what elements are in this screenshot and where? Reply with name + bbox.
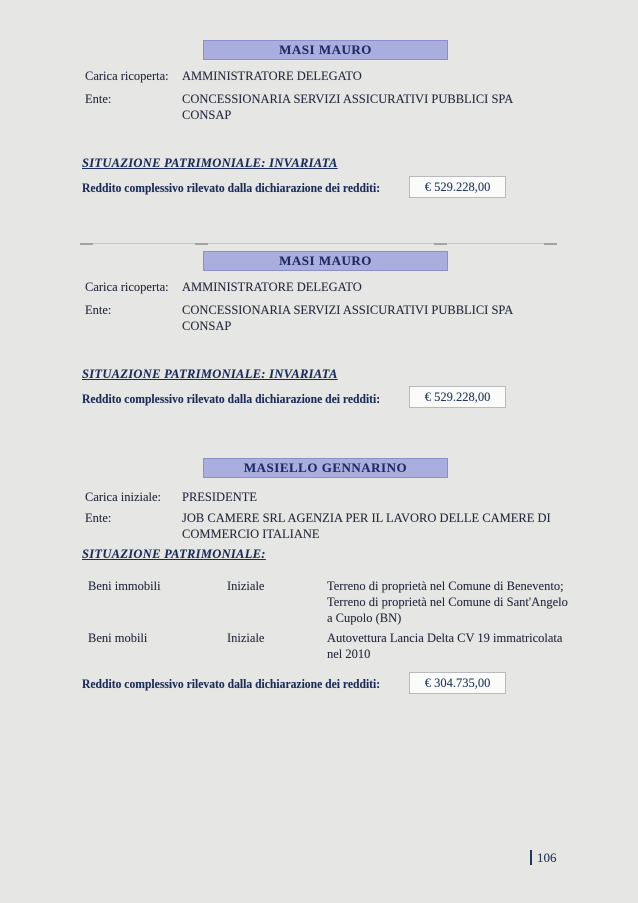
field-label: Carica ricoperta: <box>85 280 169 294</box>
field-value: CONCESSIONARIA SERVIZI ASSICURATIVI PUBBLICI SPA CONSAP <box>182 92 514 122</box>
field-label: Ente: <box>85 511 112 525</box>
field-label: Ente: <box>85 92 112 106</box>
asset-description: Autovettura Lancia Delta CV 19 immatricolata nel 2010 <box>327 631 563 661</box>
page-number: 106 <box>530 850 557 865</box>
field-label: Ente: <box>85 303 112 317</box>
asset-phase: Iniziale <box>227 631 265 645</box>
divider-dash <box>434 243 447 245</box>
patrimonial-heading: SITUAZIONE PATRIMONIALE: <box>82 547 266 561</box>
income-label: Reddito complessivo rilevato dalla dichiarazione dei redditi: <box>82 392 381 406</box>
divider-dash <box>544 243 557 245</box>
asset-description: Terreno di proprietà nel Comune di Benevento; Terreno di proprietà nel Comune di Sant'Angelo a Cupolo (BN) <box>327 579 568 625</box>
divider-dash <box>80 243 93 245</box>
income-value-box: € 304.735,00 <box>409 672 506 694</box>
field-value: AMMINISTRATORE DELEGATO <box>182 280 362 294</box>
field-ente <box>85 302 562 334</box>
field-value: CONCESSIONARIA SERVIZI ASSICURATIVI PUBBLICI SPA CONSAP <box>182 303 514 333</box>
field-carica <box>85 279 562 295</box>
asset-row-beni-mobili <box>88 630 587 662</box>
field-carica <box>85 68 562 84</box>
section-title-band: MASI MAURO <box>203 40 448 60</box>
field-label: Carica ricoperta: <box>85 69 169 83</box>
income-label: Reddito complessivo rilevato dalla dichiarazione dei redditi: <box>82 677 381 691</box>
asset-row-beni-immobili <box>88 578 587 626</box>
section-title-band: MASI MAURO <box>203 251 448 271</box>
asset-category: Beni mobili <box>88 631 148 645</box>
field-ente <box>85 91 562 123</box>
field-value: PRESIDENTE <box>182 490 257 504</box>
field-value: AMMINISTRATORE DELEGATO <box>182 69 362 83</box>
asset-category: Beni immobili <box>88 579 161 593</box>
asset-phase: Iniziale <box>227 579 265 593</box>
field-value: JOB CAMERE SRL AGENZIA PER IL LAVORO DELLE CAMERE DI COMMERCIO ITALIANE <box>182 511 551 541</box>
income-value-box: € 529.228,00 <box>409 176 506 198</box>
patrimonial-heading: SITUAZIONE PATRIMONIALE: INVARIATA <box>82 367 338 381</box>
section-title-band: MASIELLO GENNARINO <box>203 458 448 478</box>
field-label: Carica iniziale: <box>85 490 162 504</box>
field-ente <box>85 510 562 542</box>
divider-dash <box>195 243 208 245</box>
patrimonial-heading: SITUAZIONE PATRIMONIALE: INVARIATA <box>82 156 338 170</box>
field-carica <box>85 489 562 505</box>
income-value-box: € 529.228,00 <box>409 386 506 408</box>
page-divider-line <box>80 243 557 244</box>
income-label: Reddito complessivo rilevato dalla dichiarazione dei redditi: <box>82 181 381 195</box>
